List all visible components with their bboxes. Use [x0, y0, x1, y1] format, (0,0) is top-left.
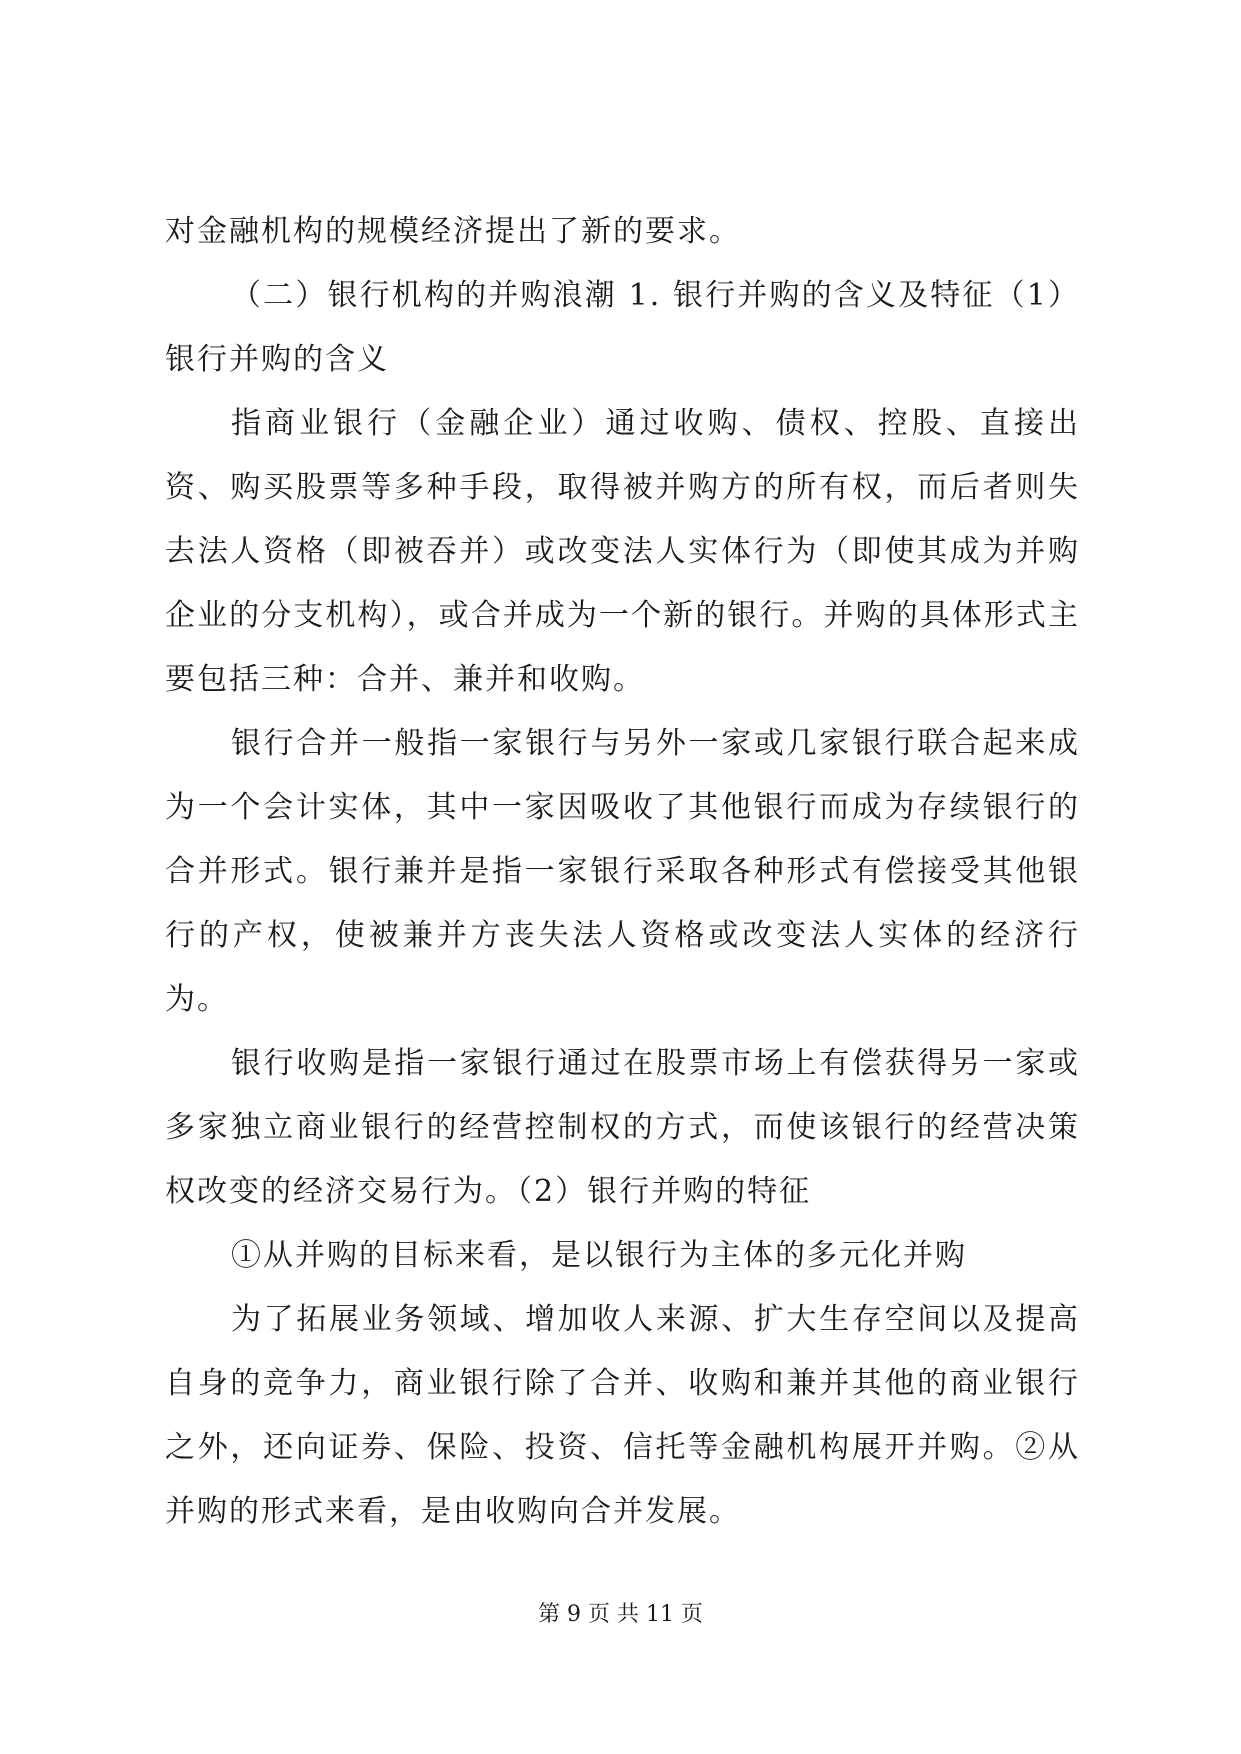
paragraph-6: ①从并购的目标来看，是以银行为主体的多元化并购 [231, 1238, 967, 1273]
paragraph-5: 银行收购是指一家银行通过在股票市场上有偿获得另一家或多家独立商业银行的经营控制权的方式，而使该银行的经营决策权改变的经济交易行为。（2）银行并购的特征 [165, 1046, 1080, 1209]
paragraph-2: （二）银行机构的并购浪潮 1. 银行并购的含义及特征（1）银行并购的含义 [165, 278, 1080, 377]
paragraph-4: 银行合并一般指一家银行与另外一家或几家银行联合起来成为一个会计实体，其中一家因吸收了其他银行而成为存续银行的合并形式。银行兼并是指一家银行采取各种形式有偿接受其他银行的产权，使被兼并方丧失法人资格或改变法人实体的经济行为。 [165, 726, 1080, 1017]
paragraph-7: 为了拓展业务领域、增加收人来源、扩大生存空间以及提高自身的竞争力，商业银行除了合并、收购和兼并其他的商业银行之外，还向证券、保险、投资、信托等金融机构展开并购。②从并购的形式来看，是由收购向合并发展。 [165, 1302, 1080, 1529]
document-body [165, 200, 1080, 1544]
page-number-footer: 第 9 页 共 11 页 [538, 1602, 703, 1627]
paragraph-3: 指商业银行（金融企业）通过收购、债权、控股、直接出资、购买股票等多种手段，取得被并购方的所有权，而后者则失去法人资格（即被吞并）或改变法人实体行为（即使其成为并购企业的分支机构），或合并成为一个新的银行。并购的具体形式主要包括三种：合并、兼并和收购。 [165, 406, 1080, 697]
paragraph-1: 对金融机构的规模经济提出了新的要求。 [165, 214, 741, 249]
